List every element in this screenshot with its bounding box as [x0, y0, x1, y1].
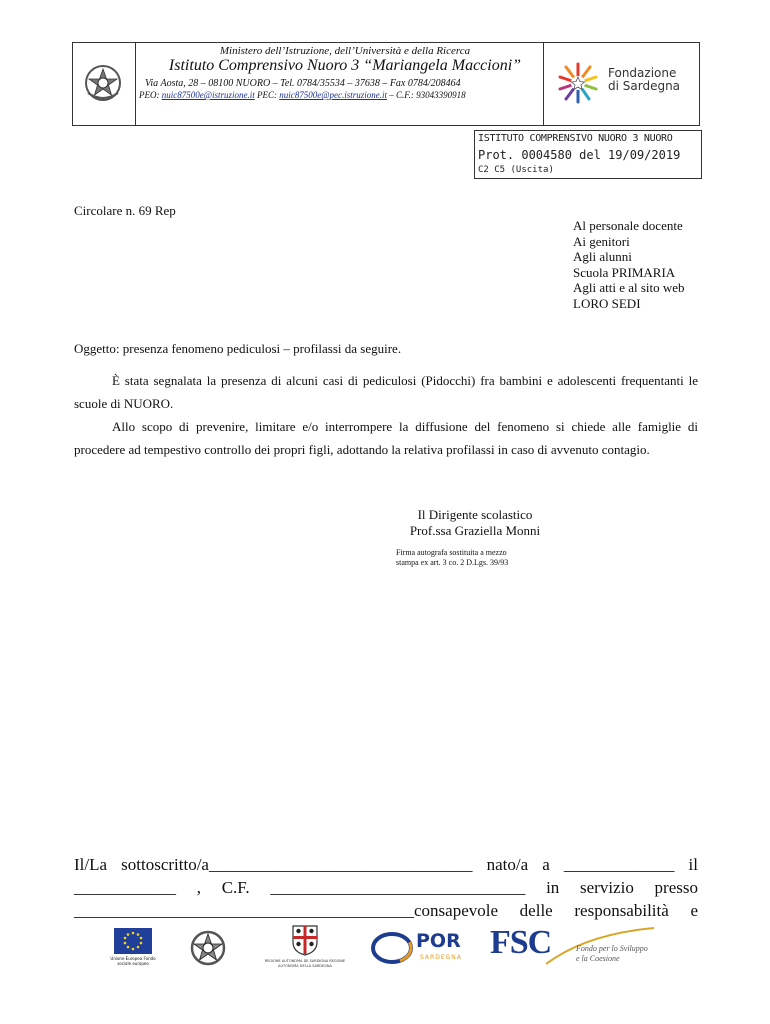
subject-line: Oggetto: presenza fenomeno pediculosi – profilassi da seguire.: [74, 341, 402, 356]
pec-label: PEC:: [254, 90, 280, 100]
recipient-line: Al personale docente: [573, 218, 683, 233]
por-swirl-icon: [370, 928, 414, 968]
school-address: Via Aosta, 28 – 08100 NUORO – Tel. 0784/35534 – 37638 – Fax 0784/208464: [145, 78, 461, 89]
fsc-caption-line1: Fondo per lo Sviluppo: [576, 944, 648, 953]
fsc-label: FSC: [490, 924, 552, 961]
partner-logo-cell: [543, 43, 699, 125]
tax-code: – C.F.: 93043390918: [387, 90, 466, 100]
por-label: POR: [416, 930, 461, 952]
fsc-logo: [488, 924, 678, 972]
fsc-caption: [576, 944, 648, 964]
signature-note-line2: stampa ex art. 3 co. 2 D.Lgs. 39/93: [396, 558, 509, 567]
form-line-2: ____________ , C.F. ______________________________ in servizio presso: [74, 878, 698, 897]
ministry-name: Ministero dell’Istruzione, dell’Università e della Ricerca: [219, 45, 471, 57]
body-paragraph-2: Allo scopo di prevenire, limitare e/o interrompere la diffusione del fenomeno si chiede alle famiglie di procedere ad tempestivo controllo dei propri figli, adottando la relativa profilassi in caso di avvenuto contagio.: [74, 419, 698, 457]
partner-name: [608, 67, 680, 93]
recipient-line: LORO SEDI: [573, 295, 641, 311]
letterhead: [72, 42, 700, 126]
signature-name: Prof.ssa Graziella Monni: [409, 523, 541, 538]
stamp-classification: C2 C5 (Uscita): [478, 165, 554, 175]
italian-republic-emblem-icon: [188, 928, 228, 968]
italian-emblem-icon: [83, 63, 123, 103]
signature-block: [370, 507, 580, 539]
partner-name-line1: Fondazione: [608, 66, 677, 80]
peo-email-link[interactable]: nuic87500e@istruzione.it: [161, 90, 255, 100]
school-name: Istituto Comprensivo Nuoro 3 “Mariangela Maccioni”: [168, 57, 522, 74]
por-sublabel: SARDEGNA: [420, 954, 462, 961]
signature-role: Il Dirigente scolastico: [417, 507, 533, 522]
footer-logos: [100, 922, 680, 974]
peo-label: PEO:: [139, 90, 162, 100]
recipient-line: Agli alunni: [573, 249, 632, 264]
ras-caption: REGIONE AUTONOMA DE SARDIGNA REGIONE AUTONOMA DELLA SARDEGNA: [264, 959, 346, 968]
fondazione-sardegna-logo-icon: [556, 61, 600, 105]
recipient-line: Scuola PRIMARIA: [573, 264, 676, 280]
sardinia-coat-of-arms-icon: [290, 924, 320, 956]
pec-email-link[interactable]: nuic87500e@pec.istruzione.it: [279, 90, 388, 100]
fsc-caption-line2: e la Coesione: [576, 954, 620, 963]
letterhead-emblem-cell: [73, 43, 136, 125]
eu-caption: Unione Europea Fondo sociale europeo: [110, 956, 156, 966]
stamp-institute: ISTITUTO COMPRENSIVO NUORO 3 NUORO: [478, 133, 673, 144]
por-sardegna-logo: [370, 926, 470, 970]
signature-note-line1: Firma autografa sostituita a mezzo: [396, 548, 507, 557]
circular-number: Circolare n. 69 Rep: [74, 203, 176, 218]
form-line-3: ________________________________________consapevole delle responsabilità e: [74, 901, 698, 920]
recipients-block: [573, 218, 685, 311]
declaration-form: [74, 853, 698, 922]
signature-note: [396, 548, 508, 568]
form-line-1: Il/La sottoscritto/a_______________________________ nato/a a _____________ il: [74, 855, 698, 874]
eu-flag-icon: [114, 928, 152, 954]
recipient-line: Ai genitori: [573, 233, 630, 249]
body-paragraph-1: È stata segnalata la presenza di alcuni casi di pediculosi (Pidocchi) fra bambini e adolescenti frequentanti le scuole di NUORO.: [74, 373, 698, 411]
eu-logo: [108, 928, 158, 966]
school-contacts: [139, 90, 466, 100]
regione-sardegna-logo: [260, 924, 350, 969]
partner-name-line2: di Sardegna: [608, 79, 681, 93]
protocol-stamp: [474, 130, 702, 179]
stamp-protocol-number: Prot. 0004580 del 19/09/2019: [478, 148, 681, 162]
recipient-line: Agli atti e al sito web: [573, 280, 685, 295]
